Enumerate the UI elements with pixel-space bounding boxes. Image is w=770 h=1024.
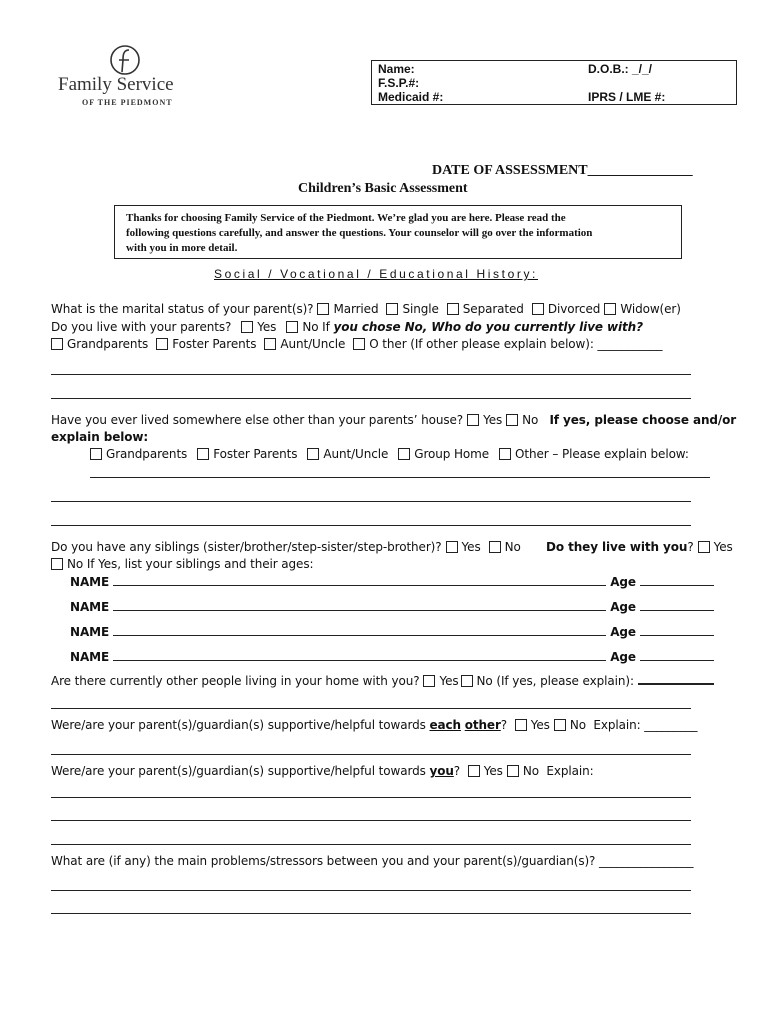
logo-subtitle: OF THE PIEDMONT: [82, 98, 173, 107]
sibling-name-field[interactable]: [113, 625, 606, 636]
live-with-you-row: Do they live with you? Yes: [546, 540, 733, 554]
sibling-age-field[interactable]: [640, 575, 714, 586]
list-siblings-label: If Yes, list your siblings and their ages:: [86, 557, 314, 571]
other-checkbox[interactable]: [499, 448, 511, 460]
sibling-name-label: NAME: [70, 575, 110, 589]
single-checkbox[interactable]: [386, 303, 398, 315]
q4-list-row: [51, 557, 313, 571]
other-checkbox[interactable]: [353, 338, 365, 350]
widow-checkbox[interactable]: [604, 303, 616, 315]
q1-text: What is the marital status of your parent(s)?: [51, 302, 314, 316]
answer-line[interactable]: [51, 844, 691, 845]
foster-parents-label: Foster Parents: [213, 447, 298, 461]
sibling-name-label: NAME: [70, 650, 110, 664]
foster-parents-label: Foster Parents: [172, 337, 257, 351]
sibling-name-field[interactable]: [113, 650, 606, 661]
q6-text: Were/are your parent(s)/guardian(s) supportive/helpful towards: [51, 718, 426, 732]
answer-line[interactable]: [51, 754, 691, 755]
married-checkbox[interactable]: [317, 303, 329, 315]
other-label: Other – Please explain below:: [515, 447, 689, 461]
q3-row: [51, 413, 736, 427]
aunt-uncle-checkbox[interactable]: [264, 338, 276, 350]
yes-label: Yes: [439, 674, 459, 688]
q7-row: Were/are your parent(s)/guardian(s) supportive/helpful towards you? Yes No Explain:: [51, 764, 594, 778]
q5-row: [51, 673, 714, 688]
no-label: No: [522, 764, 539, 778]
q6-row: Were/are your parent(s)/guardian(s) supportive/helpful towards each other? Yes No Explain: _________: [51, 718, 698, 732]
q2-options-row: [47, 337, 662, 351]
foster-parents-checkbox[interactable]: [156, 338, 168, 350]
others-living-yes-checkbox[interactable]: [423, 675, 435, 687]
q5-text: Are there currently other people living in your home with you?: [51, 674, 420, 688]
no-label: No If: [302, 320, 330, 334]
intro-box: [114, 205, 682, 259]
yes-label: Yes: [483, 764, 503, 778]
sibling-name-field[interactable]: [113, 575, 606, 586]
sibling-age-field[interactable]: [640, 650, 714, 661]
live-with-you-no-checkbox[interactable]: [51, 558, 63, 570]
divorced-checkbox[interactable]: [532, 303, 544, 315]
q3-text: Have you ever lived somewhere else other than your parents’ house?: [51, 413, 464, 427]
siblings-yes-checkbox[interactable]: [446, 541, 458, 553]
intro-line-3: with you in more detail.: [126, 242, 238, 254]
medicaid-label: Medicaid #:: [378, 90, 444, 104]
no-label: No: [504, 540, 521, 554]
grandparents-checkbox[interactable]: [90, 448, 102, 460]
q2-row: [51, 320, 643, 334]
no-label: No: [67, 557, 84, 571]
explain-label: Explain:: [546, 764, 594, 778]
others-living-no-checkbox[interactable]: [461, 675, 473, 687]
q1-row: [51, 302, 681, 316]
siblings-no-checkbox[interactable]: [489, 541, 501, 553]
separated-label: Separated: [462, 302, 524, 316]
answer-line[interactable]: [51, 890, 691, 891]
yes-label: Yes: [483, 413, 503, 427]
q7-text: Were/are your parent(s)/guardian(s) supportive/helpful towards: [51, 764, 426, 778]
yes-label: Yes: [713, 540, 733, 554]
yes-label: Yes: [530, 718, 550, 732]
supportive-each-other-yes-checkbox[interactable]: [515, 719, 527, 731]
sibling-age-field[interactable]: [640, 625, 714, 636]
q7-you: you: [429, 764, 454, 778]
no-label: No: [569, 718, 586, 732]
married-label: Married: [333, 302, 379, 316]
live-with-parents-no-checkbox[interactable]: [286, 321, 298, 333]
explain-label: Explain: _________: [593, 718, 698, 732]
group-home-label: Group Home: [414, 447, 490, 461]
answer-line[interactable]: [90, 477, 710, 478]
q3-followup-2: explain below:: [51, 430, 149, 444]
widow-label: Widow(er): [620, 302, 681, 316]
live-with-you-question: Do they live with you: [546, 540, 688, 554]
grandparents-checkbox[interactable]: [51, 338, 63, 350]
answer-line[interactable]: [51, 525, 691, 526]
divorced-label: Divorced: [547, 302, 601, 316]
supportive-you-no-checkbox[interactable]: [507, 765, 519, 777]
aunt-uncle-label: Aunt/Uncle: [323, 447, 389, 461]
intro-line-2: following questions carefully, and answer the questions. Your counselor will go over the information: [126, 227, 593, 239]
no-label: No: [522, 413, 539, 427]
q2-text: Do you live with your parents?: [51, 320, 232, 334]
foster-parents-checkbox[interactable]: [197, 448, 209, 460]
name-label: Name:: [378, 62, 415, 76]
sibling-name-label: NAME: [70, 625, 110, 639]
q3-followup: If yes, please choose and/or: [549, 413, 737, 427]
answer-line[interactable]: [51, 820, 691, 821]
section-title: Social / Vocational / Educational History:: [214, 267, 538, 281]
q4-row: [51, 540, 521, 554]
answer-line[interactable]: [51, 708, 691, 709]
fsp-label: F.S.P.#:: [378, 76, 420, 90]
separated-checkbox[interactable]: [447, 303, 459, 315]
grandparents-label: Grandparents: [67, 337, 149, 351]
single-label: Single: [402, 302, 439, 316]
logo-emblem-icon: [105, 44, 145, 78]
live-with-parents-yes-checkbox[interactable]: [241, 321, 253, 333]
supportive-you-yes-checkbox[interactable]: [468, 765, 480, 777]
q4-text: Do you have any siblings (sister/brother/step-sister/step-brother)?: [51, 540, 442, 554]
sibling-row: [70, 650, 714, 664]
sibling-row: [70, 625, 714, 639]
answer-line[interactable]: [51, 374, 691, 375]
sibling-age-label: Age: [610, 575, 636, 589]
aunt-uncle-label: Aunt/Uncle: [280, 337, 346, 351]
answer-line[interactable]: [51, 797, 691, 798]
sibling-age-field[interactable]: [640, 600, 714, 611]
lived-elsewhere-yes-checkbox[interactable]: [467, 414, 479, 426]
logo-name: Family Service: [58, 74, 174, 95]
live-with-you-yes-checkbox[interactable]: [698, 541, 710, 553]
sibling-name-field[interactable]: [113, 600, 606, 611]
sibling-age-label: Age: [610, 625, 636, 639]
patient-id-box: [371, 60, 737, 105]
sibling-row: [70, 600, 714, 614]
sibling-row: [70, 575, 714, 589]
supportive-each-other-no-checkbox[interactable]: [554, 719, 566, 731]
form-title: Children’s Basic Assessment: [298, 181, 468, 196]
sibling-age-label: Age: [610, 600, 636, 614]
other-label: O ther (If other please explain below): ___________: [369, 337, 663, 351]
q2-followup: you chose No, Who do you currently live with?: [333, 320, 643, 334]
iprs-label: IPRS / LME #:: [588, 90, 666, 104]
q8-row: What are (if any) the main problems/stressors between you and your parent(s)/guardian(s)? ________________: [51, 854, 694, 868]
answer-line[interactable]: [51, 913, 691, 914]
q6-each: each: [429, 718, 461, 732]
logo: [58, 44, 193, 110]
lived-elsewhere-no-checkbox[interactable]: [506, 414, 518, 426]
group-home-checkbox[interactable]: [398, 448, 410, 460]
dob-label: D.O.B.: _/_/: [588, 62, 653, 76]
no-label: No (If yes, please explain):: [476, 674, 634, 688]
sibling-name-label: NAME: [70, 600, 110, 614]
date-of-assessment: DATE OF ASSESSMENT_______________: [432, 163, 693, 178]
q5-explain-field[interactable]: [638, 673, 714, 685]
q6-other: other: [464, 718, 501, 732]
sibling-age-label: Age: [610, 650, 636, 664]
yes-label: Yes: [461, 540, 481, 554]
intro-line-1: Thanks for choosing Family Service of the Piedmont. We’re glad you are here. Please read the: [126, 212, 566, 224]
grandparents-label: Grandparents: [106, 447, 188, 461]
aunt-uncle-checkbox[interactable]: [307, 448, 319, 460]
q3-options-row: [86, 447, 689, 461]
answer-line[interactable]: [51, 501, 691, 502]
yes-label: Yes: [257, 320, 277, 334]
answer-line[interactable]: [51, 398, 691, 399]
